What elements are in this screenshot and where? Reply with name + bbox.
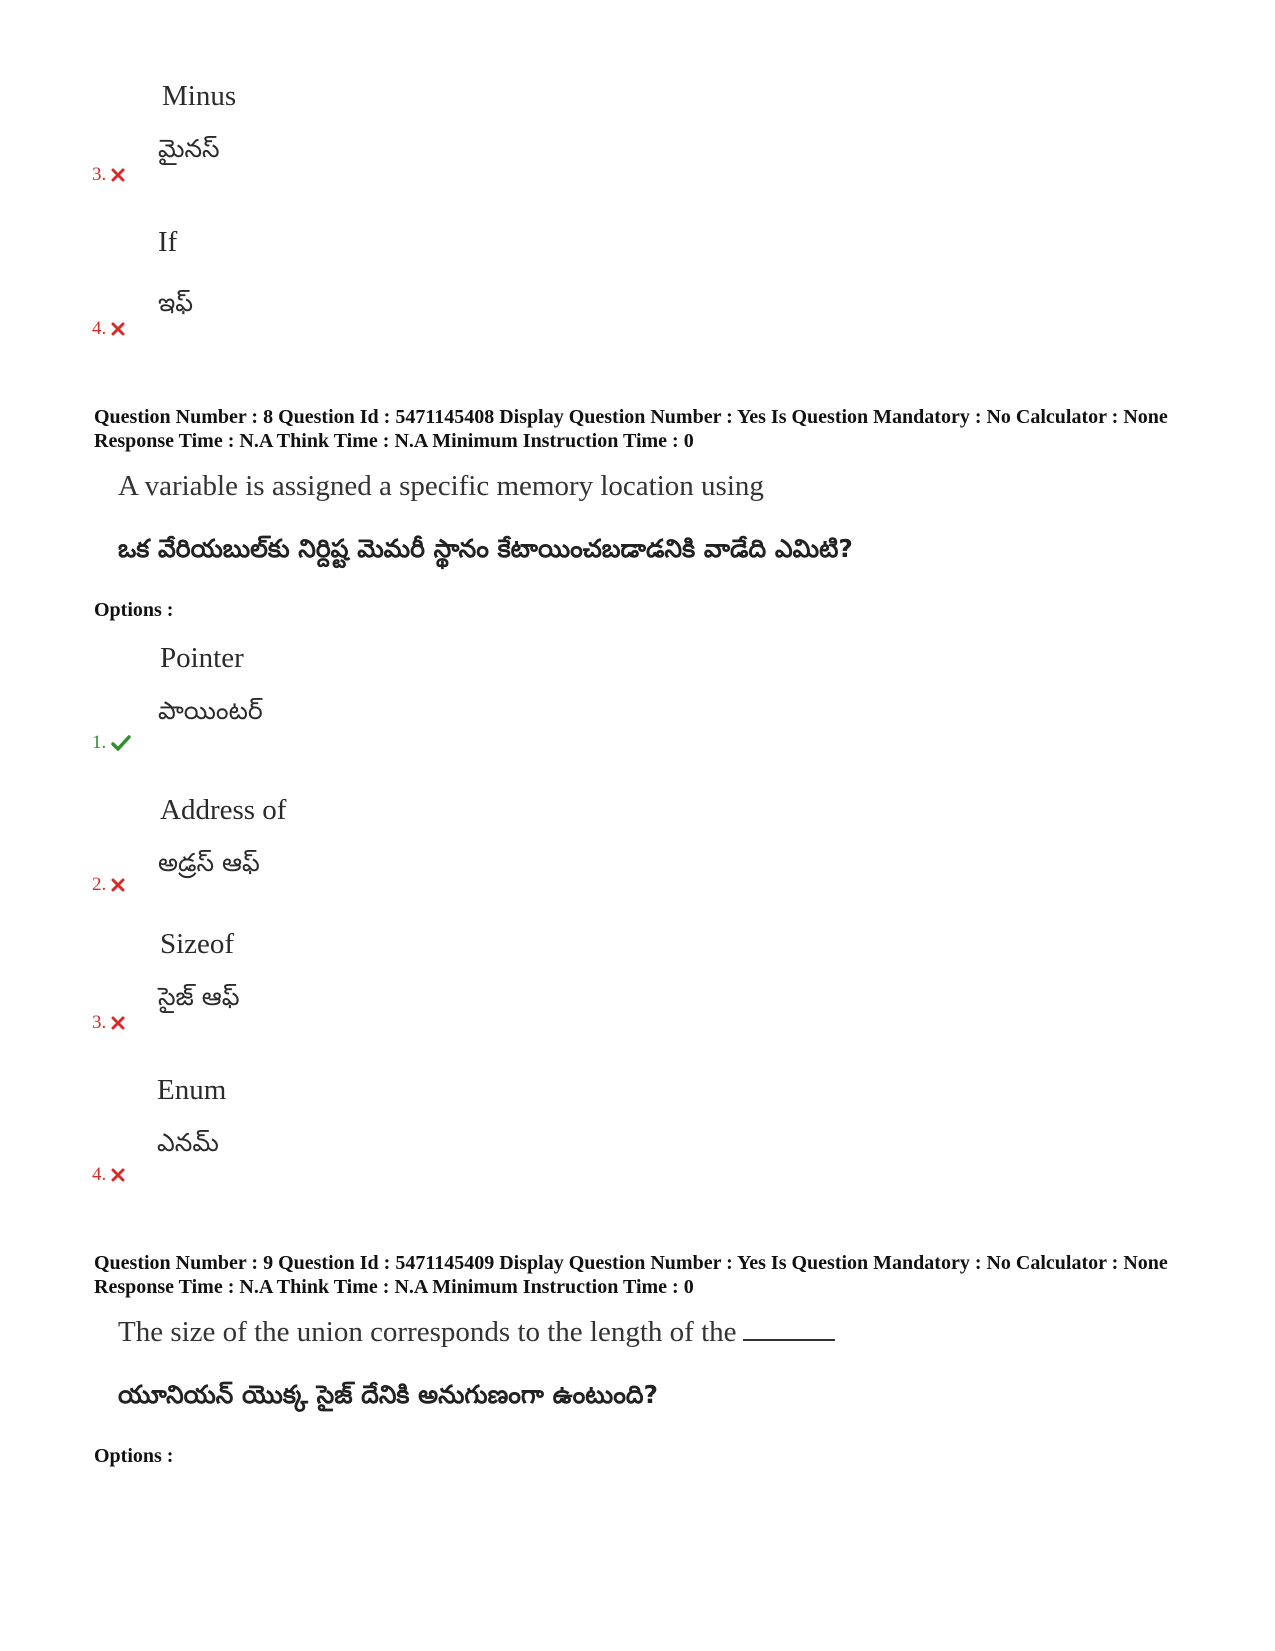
option-number-label: 1. xyxy=(92,732,107,753)
option-3-number xyxy=(92,164,125,186)
question-9-meta: Question Number : 9 Question Id : 5471145409 Display Question Number : Yes Is Question Mandatory : No Calculator : None Response Time : N.A Think Time : N.A Minimum Instruction Time : 0 xyxy=(94,1252,1168,1298)
question-9-text-english xyxy=(118,1316,835,1349)
cross-mark-icon xyxy=(111,1016,125,1030)
check-mark-icon xyxy=(111,734,131,752)
question-8-meta: Question Number : 8 Question Id : 5471145408 Display Question Number : Yes Is Question Mandatory : No Calculator : None Response Time : N.A Think Time : N.A Minimum Instruction Time : 0 xyxy=(94,406,1168,452)
q8-option-3-english: Sizeof xyxy=(160,928,235,960)
q8-option-2-telugu: అడ్రస్ ఆఫ్ xyxy=(158,848,260,877)
option-3-telugu: మైనస్ xyxy=(158,134,220,163)
option-number-label: 2. xyxy=(92,874,107,895)
cross-mark-icon xyxy=(111,1168,125,1182)
question-9-text-telugu: యూనియన్ యొక్క సైజ్ దేనికి అనుగుణంగా ఉంటుంది? xyxy=(118,1380,659,1409)
option-4-english: If xyxy=(158,226,178,258)
option-4-number xyxy=(92,318,125,340)
question-8-text-telugu: ఒక వేరియబుల్‌కు నిర్దిష్ట మెమరీ స్థానం కేటాయించబడాడనికి వాడేది ఎమిటి? xyxy=(118,534,853,563)
cross-mark-icon xyxy=(111,878,125,892)
q8-option-1-english: Pointer xyxy=(160,642,244,674)
q8-option-4-number xyxy=(92,1164,125,1186)
question-9-text-english-label: The size of the union corresponds to the length of the xyxy=(118,1316,737,1348)
answer-blank xyxy=(743,1321,835,1341)
q8-option-4-telugu: ఎనమ్ xyxy=(157,1128,219,1157)
q8-option-3-telugu: సైజ్ ఆఫ్ xyxy=(158,982,240,1011)
cross-mark-icon xyxy=(111,322,125,336)
option-number-label: 3. xyxy=(92,164,107,185)
option-number-label: 4. xyxy=(92,318,107,339)
q8-option-3-number xyxy=(92,1012,125,1034)
option-3-english: Minus xyxy=(162,80,237,112)
option-4-telugu: ఇఫ్ xyxy=(158,288,194,317)
question-8-options-label: Options : xyxy=(94,599,174,621)
q8-option-4-english: Enum xyxy=(157,1074,227,1106)
cross-mark-icon xyxy=(111,168,125,182)
question-9-options-label: Options : xyxy=(94,1445,174,1467)
question-8-text-english: A variable is assigned a specific memory location using xyxy=(118,470,764,502)
q8-option-2-english: Address of xyxy=(160,794,287,826)
q8-option-1-telugu: పాయింటర్ xyxy=(158,696,263,725)
q8-option-2-number xyxy=(92,874,125,896)
option-number-label: 4. xyxy=(92,1164,107,1185)
option-number-label: 3. xyxy=(92,1012,107,1033)
q8-option-1-number xyxy=(92,732,131,754)
